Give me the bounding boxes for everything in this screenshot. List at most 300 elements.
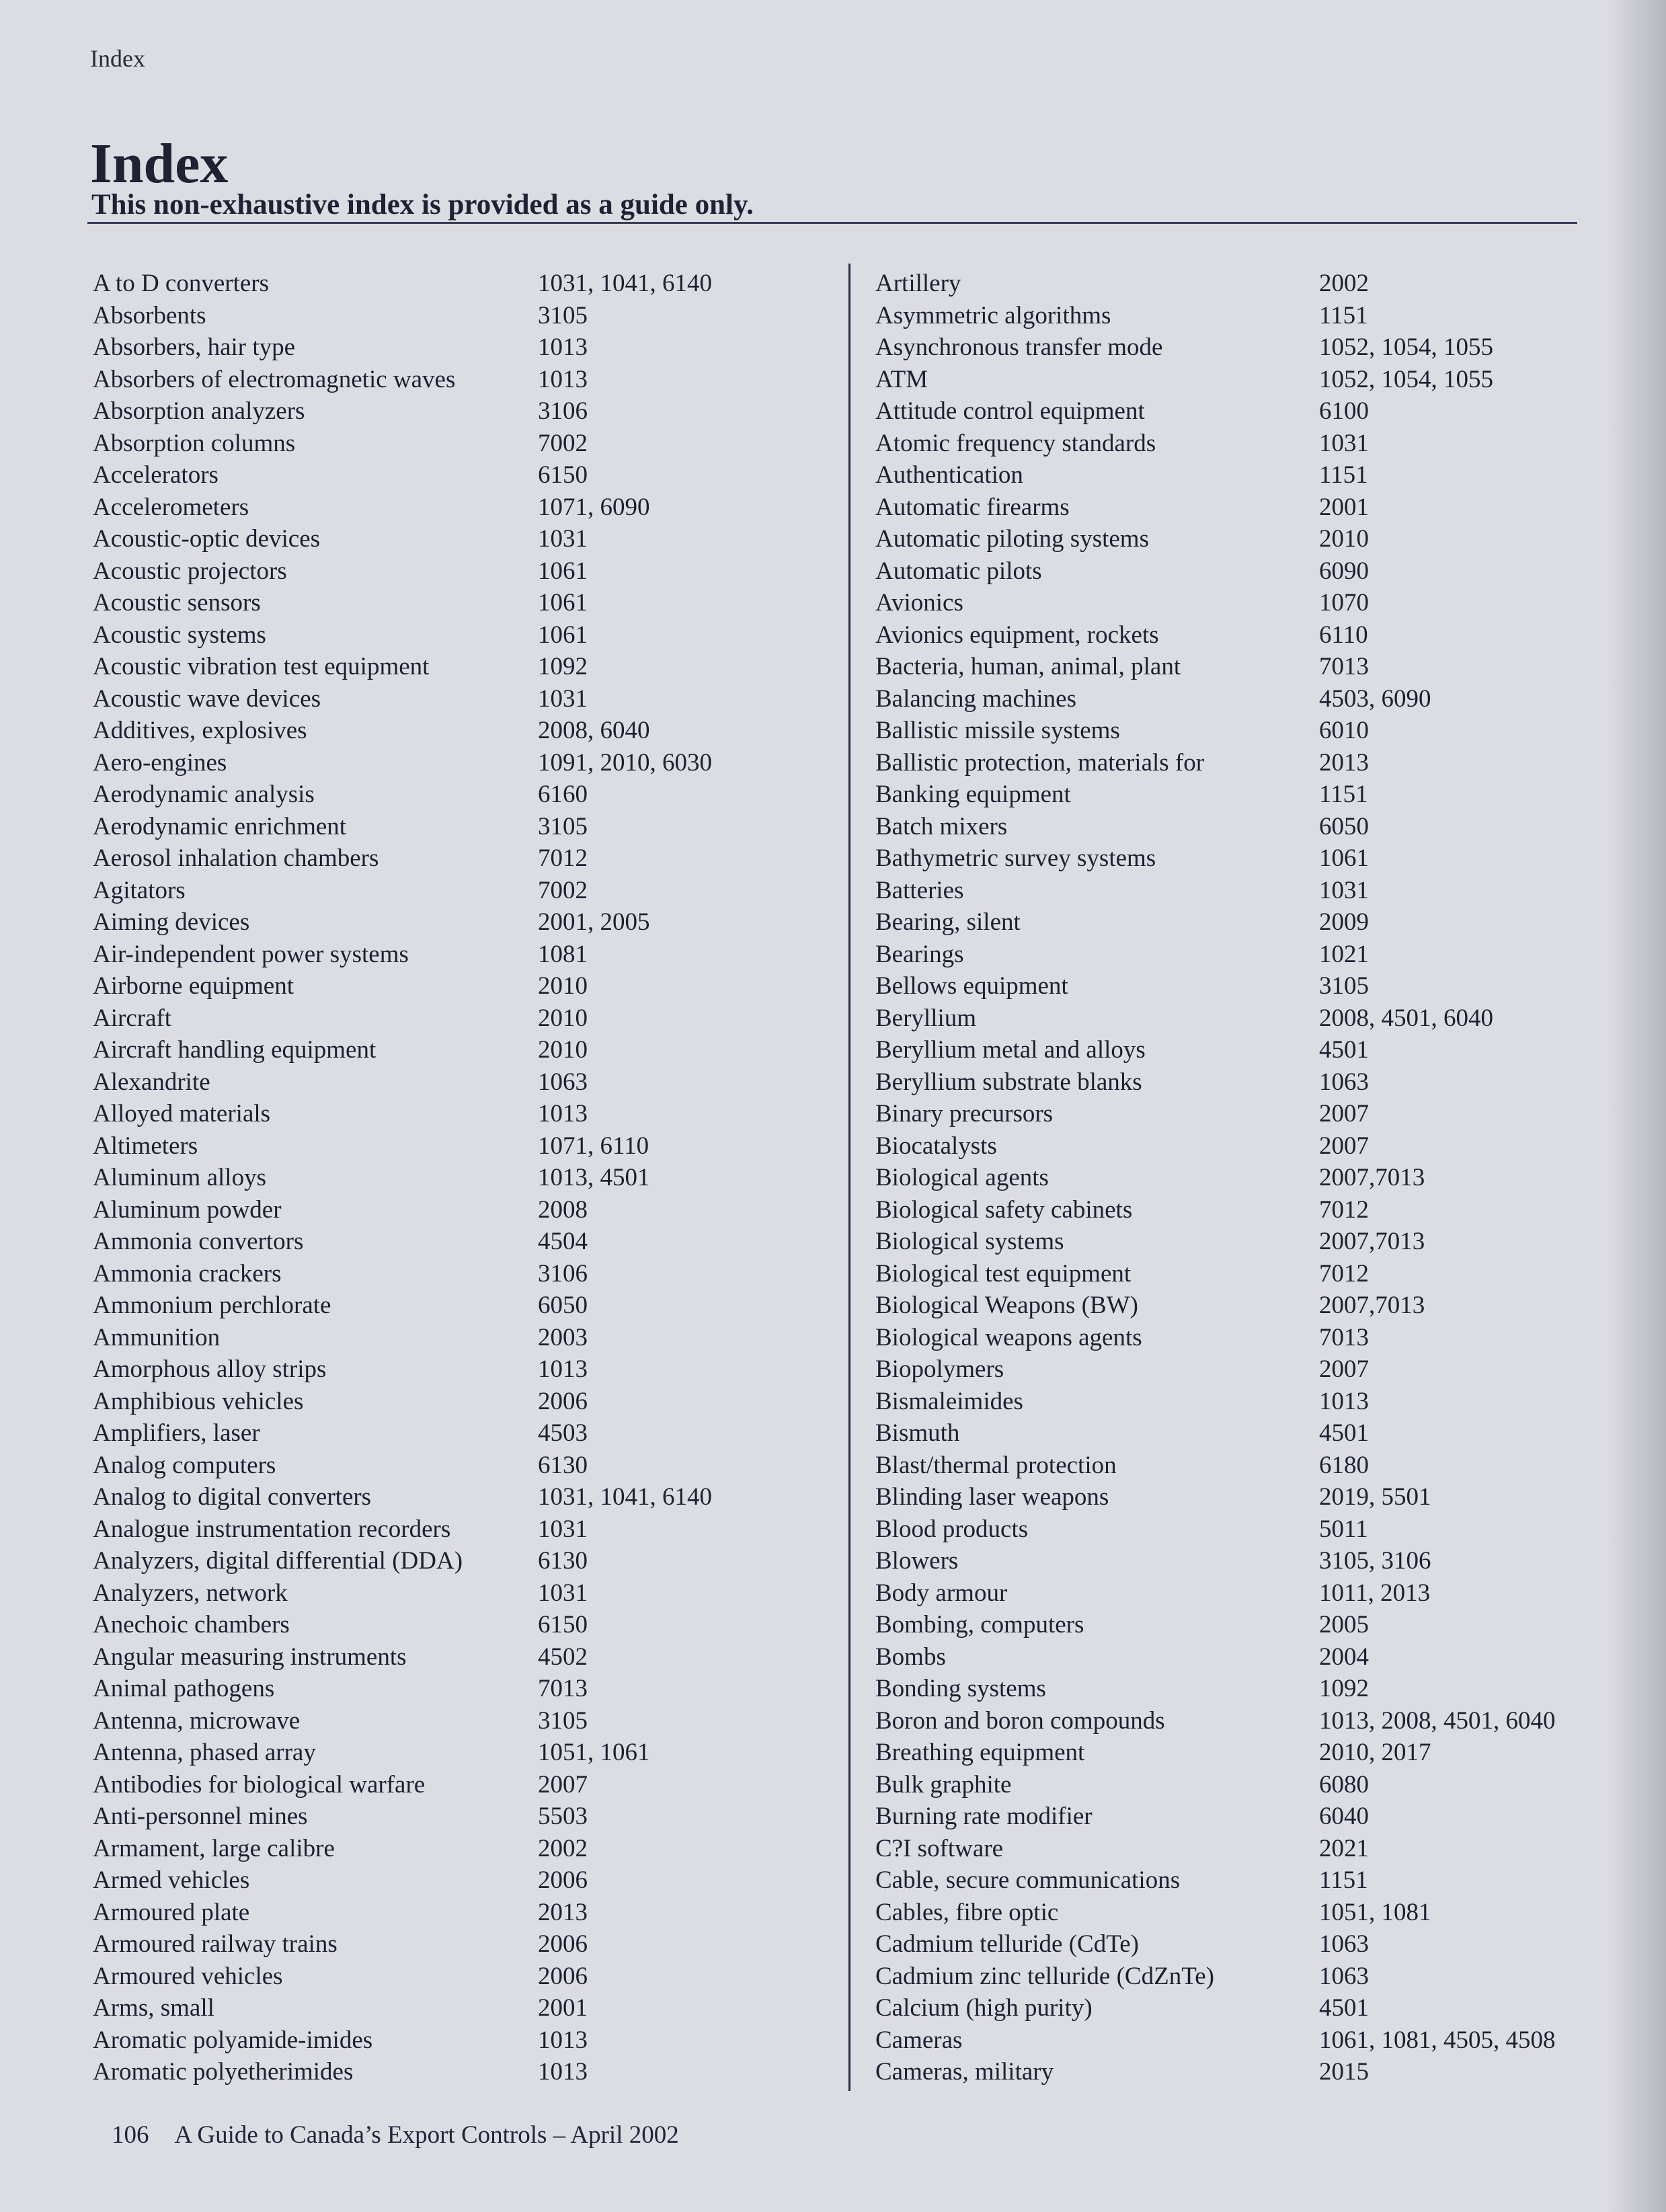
index-term: Boron and boron compounds [875,1706,1165,1735]
index-term: Arms, small [93,1994,214,2022]
index-entry [93,1928,799,1961]
running-head: Index [90,45,145,72]
index-term: Agitators [93,876,186,904]
index-entry [875,1577,1588,1610]
index-term: Analyzers, network [93,1579,288,1607]
index-term: Blast/thermal protection [875,1451,1117,1479]
index-refs: 1061 [1319,844,1369,872]
index-term: Breathing equipment [875,1739,1085,1766]
index-term: Bulk graphite [875,1770,1012,1799]
index-term: Absorbents [93,301,206,329]
index-entry [875,1641,1588,1673]
index-term: Ammunition [93,1323,221,1351]
index-entry [93,1864,799,1897]
index-term: Accelerators [93,461,219,489]
index-entry [93,459,799,491]
index-term: Ammonia convertors [93,1228,304,1255]
index-refs: 1031 [538,684,588,713]
index-entry [93,395,799,428]
index-term: Biocatalysts [875,1132,997,1160]
page-edge-shadow [1605,0,1666,2212]
index-refs: 4504 [538,1228,588,1255]
index-refs: 1013 [538,2058,588,2086]
index-entry [875,1417,1588,1450]
index-entry [875,1130,1588,1162]
index-refs: 7012 [1319,1195,1369,1224]
index-refs: 1063 [1319,1930,1369,1958]
index-entry [93,1353,799,1386]
index-term: Absorption analyzers [93,397,305,425]
index-refs: 1061, 1081, 4505, 4508 [1319,2026,1556,2054]
index-term: Antibodies for biological warfare [93,1770,426,1799]
index-refs: 1052, 1054, 1055 [1319,365,1493,393]
index-term: Alloyed materials [93,1100,271,1128]
index-refs: 1021 [1319,940,1369,968]
index-entry [93,1290,799,1322]
index-entry [93,1705,799,1737]
index-refs: 2004 [1319,1643,1369,1671]
index-entry [93,970,799,1002]
index-refs: 1070 [1319,589,1369,617]
index-term: Armament, large calibre [93,1834,335,1862]
index-entry [93,842,799,875]
index-term: Automatic piloting systems [875,525,1149,553]
index-refs: 4502 [538,1643,588,1671]
index-term: Beryllium metal and alloys [875,1036,1146,1064]
index-entry [875,1864,1588,1897]
index-refs: 5503 [538,1803,588,1830]
index-term: Blood products [875,1515,1029,1543]
index-refs: 2013 [538,1898,588,1926]
index-refs: 1063 [1319,1068,1369,1096]
index-refs: 6150 [538,461,588,489]
index-term: Bathymetric survey systems [875,844,1156,872]
index-entry [875,1258,1588,1290]
index-entry [93,1258,799,1290]
index-term: Aluminum alloys [93,1164,266,1191]
title-rule [87,222,1577,224]
index-term: Acoustic systems [93,621,266,649]
index-refs: 2007,7013 [1319,1292,1425,1319]
index-entry [93,1450,799,1482]
index-entry [875,1098,1588,1130]
index-entry [93,715,799,747]
index-refs: 1063 [538,1068,588,1096]
index-entry [875,428,1588,460]
index-term: Atomic frequency standards [875,429,1156,457]
index-entry [875,1194,1588,1226]
index-term: Analog computers [93,1451,276,1479]
index-term: Accelerometers [93,493,249,521]
index-refs: 1051, 1061 [538,1739,650,1766]
index-column-right [875,268,1588,2088]
index-entry [875,268,1588,300]
index-entry [875,1290,1588,1322]
column-divider [848,264,850,2091]
index-term: Analog to digital converters [93,1483,372,1511]
index-refs: 3106 [538,1259,588,1288]
index-entry [93,364,799,396]
index-entry [875,1737,1588,1769]
index-term: Cables, fibre optic [875,1898,1059,1926]
index-term: Anti-personnel mines [93,1803,308,1830]
index-term: Cadmium telluride (CdTe) [875,1930,1139,1958]
index-term: Bismuth [875,1419,960,1447]
index-refs: 1013, 4501 [538,1164,650,1191]
index-term: Absorbers, hair type [93,333,296,361]
index-term: Avionics [875,589,963,617]
index-refs: 2010 [538,1036,588,1064]
index-entry [93,331,799,364]
index-refs: 6090 [1319,557,1369,585]
index-entry [93,939,799,971]
index-term: Biological weapons agents [875,1323,1142,1351]
index-refs: 2013 [1319,748,1369,777]
index-term: Biological Weapons (BW) [875,1292,1138,1319]
index-refs: 1031 [1319,429,1369,457]
index-refs: 1092 [1319,1675,1369,1702]
index-refs: 7013 [1319,653,1369,680]
index-entry [93,1034,799,1066]
index-refs: 2007,7013 [1319,1228,1425,1255]
index-entry [93,1673,799,1705]
index-term: Avionics equipment, rockets [875,621,1159,649]
index-entry [875,875,1588,907]
index-refs: 1013 [1319,1387,1369,1415]
index-term: Antenna, phased array [93,1739,316,1766]
index-refs: 3105, 3106 [1319,1547,1431,1575]
index-entry [875,1545,1588,1577]
index-refs: 1151 [1319,1866,1368,1894]
index-term: Absorption columns [93,429,296,457]
index-entry [93,523,799,555]
index-term: Biological test equipment [875,1259,1132,1288]
index-refs: 2021 [1319,1834,1369,1862]
index-term: Bacteria, human, animal, plant [875,653,1181,680]
index-refs: 1061 [538,621,588,649]
index-term: Aerosol inhalation chambers [93,844,379,872]
index-term: Angular measuring instruments [93,1643,407,1671]
index-refs: 2019, 5501 [1319,1483,1431,1511]
index-term: Biological systems [875,1228,1064,1255]
index-entry [93,2056,799,2088]
index-term: Ballistic protection, materials for [875,748,1205,777]
index-refs: 2010 [538,972,588,1000]
index-entry [93,1226,799,1258]
index-refs: 1013 [538,2026,588,2054]
index-term: Biological agents [875,1164,1049,1191]
index-entry [93,1992,799,2024]
index-refs: 2007 [538,1770,588,1799]
index-refs: 3105 [538,812,588,840]
index-refs: 6130 [538,1451,588,1479]
index-term: Calcium (high purity) [875,1994,1093,2022]
index-term: Altimeters [93,1132,198,1160]
index-refs: 1071, 6110 [538,1132,649,1160]
index-term: Ammonia crackers [93,1259,282,1288]
index-entry [875,2056,1588,2088]
index-term: Additives, explosives [93,717,307,744]
index-term: Airborne equipment [93,972,294,1000]
index-entry [875,300,1588,332]
index-refs: 2005 [1319,1611,1369,1638]
index-entry [93,555,799,588]
index-term: Acoustic wave devices [93,684,321,713]
publication-title: A Guide to Canada’s Export Controls – April 2002 [174,2121,679,2149]
index-refs: 1092 [538,653,588,680]
index-entry [93,651,799,683]
index-term: Amplifiers, laser [93,1419,260,1447]
index-term: Ammonium perchlorate [93,1292,331,1319]
index-term: Aero-engines [93,748,227,777]
index-refs: 2015 [1319,2058,1369,2086]
index-refs: 1031 [1319,876,1369,904]
index-entry [875,1673,1588,1705]
index-refs: 2006 [538,1387,588,1415]
index-term: Bellows equipment [875,972,1068,1000]
index-term: C?I software [875,1834,1004,1862]
index-entry [875,747,1588,779]
index-refs: 2002 [1319,270,1369,297]
index-entry [93,1322,799,1354]
index-entry [875,683,1588,715]
index-term: Aromatic polyetherimides [93,2058,354,2086]
index-entry [93,811,799,843]
index-entry [875,1928,1588,1961]
index-refs: 2010 [538,1004,588,1032]
index-entry [93,587,799,619]
index-term: Automatic pilots [875,557,1042,585]
index-term: Blinding laser weapons [875,1483,1109,1511]
index-refs: 1061 [538,557,588,585]
index-entry [875,1481,1588,1513]
index-entry [93,1130,799,1162]
index-term: Air-independent power systems [93,940,409,968]
index-term: Blowers [875,1547,959,1575]
index-refs: 4501 [1319,1036,1369,1064]
index-term: ATM [875,365,928,393]
index-refs: 2007,7013 [1319,1164,1425,1191]
index-entry [875,395,1588,428]
index-refs: 7002 [538,876,588,904]
index-term: Cameras [875,2026,963,2054]
index-entry [875,1992,1588,2024]
index-refs: 6110 [1319,621,1368,649]
index-term: Aluminum powder [93,1195,282,1224]
index-refs: 2006 [538,1962,588,1990]
index-term: Biological safety cabinets [875,1195,1133,1224]
index-entry [875,331,1588,364]
index-refs: 2010 [1319,525,1369,553]
index-term: Alexandrite [93,1068,210,1096]
index-entry [875,1833,1588,1865]
index-refs: 1071, 6090 [538,493,650,521]
index-entry [875,906,1588,939]
index-term: Armed vehicles [93,1866,250,1894]
index-refs: 2008 [538,1195,588,1224]
index-term: Asynchronous transfer mode [875,333,1163,361]
index-entry [93,1545,799,1577]
index-term: Bismaleimides [875,1387,1023,1415]
index-term: Aircraft [93,1004,172,1032]
index-term: Aromatic polyamide-imides [93,2026,373,2054]
index-entry [93,683,799,715]
index-term: Acoustic-optic devices [93,525,321,553]
index-refs: 2007 [1319,1132,1369,1160]
index-term: Beryllium substrate blanks [875,1068,1142,1096]
index-entry [93,1098,799,1130]
index-refs: 6010 [1319,717,1369,744]
index-term: Animal pathogens [93,1675,275,1702]
index-refs: 1031 [538,1579,588,1607]
index-refs: 2001 [1319,493,1369,521]
index-refs: 6040 [1319,1803,1369,1830]
index-term: Cable, secure communications [875,1866,1181,1894]
index-refs: 6150 [538,1611,588,1638]
index-refs: 2002 [538,1834,588,1862]
index-entry [875,555,1588,588]
index-term: Acoustic projectors [93,557,287,585]
index-term: Automatic firearms [875,493,1070,521]
index-term: Bonding systems [875,1675,1046,1702]
index-entry [875,1705,1588,1737]
index-refs: 3105 [1319,972,1369,1000]
index-term: Authentication [875,461,1023,489]
index-term: Armoured plate [93,1898,250,1926]
index-refs: 7012 [538,844,588,872]
page-subtitle: This non-exhaustive index is provided as a guide only. [91,189,754,221]
index-term: Ballistic missile systems [875,717,1120,744]
index-entry [875,1769,1588,1801]
index-entry [93,906,799,939]
index-refs: 1013 [538,1355,588,1383]
page-footer [112,2121,679,2149]
index-entry [93,1897,799,1929]
index-refs: 1151 [1319,461,1368,489]
index-refs: 3105 [538,1706,588,1735]
index-entry [93,1066,799,1099]
index-term: Binary precursors [875,1100,1054,1128]
index-entry [875,842,1588,875]
index-refs: 1013, 2008, 4501, 6040 [1319,1706,1556,1735]
index-refs: 6050 [1319,812,1369,840]
index-refs: 1061 [538,589,588,617]
index-refs: 2003 [538,1323,588,1351]
index-refs: 1013 [538,333,588,361]
index-refs: 2006 [538,1930,588,1958]
index-entry [875,1450,1588,1482]
index-entry [93,1513,799,1546]
index-term: Bombing, computers [875,1611,1084,1638]
index-entry [93,747,799,779]
index-refs: 7013 [1319,1323,1369,1351]
index-refs: 2007 [1319,1100,1369,1128]
index-entry [875,1386,1588,1418]
index-term: Batteries [875,876,964,904]
index-entry [93,1194,799,1226]
index-entry [93,1481,799,1513]
index-refs: 3106 [538,397,588,425]
index-term: Aiming devices [93,908,250,936]
index-term: Balancing machines [875,684,1076,713]
index-entry [875,1162,1588,1194]
index-entry [875,715,1588,747]
index-term: Cameras, military [875,2058,1054,2086]
index-entry [93,1641,799,1673]
index-term: Aerodynamic analysis [93,781,315,808]
index-entry [93,619,799,651]
index-entry [875,779,1588,811]
index-refs: 4501 [1319,1419,1369,1447]
index-refs: 1031 [538,1515,588,1543]
index-entry [875,1609,1588,1641]
index-refs: 1031, 1041, 6140 [538,1483,712,1511]
index-term: Bearings [875,940,964,968]
index-entry [93,1801,799,1833]
index-entry [875,587,1588,619]
index-refs: 2009 [1319,908,1369,936]
index-refs: 6080 [1319,1770,1369,1799]
index-entry [93,1002,799,1035]
index-term: Bombs [875,1643,946,1671]
index-entry [875,811,1588,843]
index-refs: 6130 [538,1547,588,1575]
index-entry [93,1833,799,1865]
index-entry [875,1961,1588,1993]
index-refs: 2008, 4501, 6040 [1319,1004,1493,1032]
index-term: Artillery [875,270,961,297]
index-refs: 1151 [1319,301,1368,329]
index-refs: 2001, 2005 [538,908,650,936]
index-entry [93,1961,799,1993]
index-term: Amorphous alloy strips [93,1355,327,1383]
index-entry [93,1386,799,1418]
index-entry [875,1034,1588,1066]
page-number: 106 [112,2121,149,2149]
index-term: Armoured vehicles [93,1962,283,1990]
index-refs: 2007 [1319,1355,1369,1383]
index-refs: 7013 [538,1675,588,1702]
index-term: Asymmetric algorithms [875,301,1111,329]
index-entry [93,2024,799,2057]
index-refs: 2006 [538,1866,588,1894]
index-entry [93,1417,799,1450]
index-term: Armoured railway trains [93,1930,338,1958]
index-refs: 3105 [538,301,588,329]
index-refs: 2008, 6040 [538,717,650,744]
index-term: Absorbers of electromagnetic waves [93,365,456,393]
index-term: Amphibious vehicles [93,1387,304,1415]
index-refs: 4501 [1319,1994,1369,2022]
index-term: A to D converters [93,270,270,297]
index-entry [93,1162,799,1194]
index-entry [875,1513,1588,1546]
index-entry [875,1353,1588,1386]
index-refs: 1013 [538,365,588,393]
index-refs: 7012 [1319,1259,1369,1288]
index-entry [875,1322,1588,1354]
index-term: Cadmium zinc telluride (CdZnTe) [875,1962,1214,1990]
index-term: Aerodynamic enrichment [93,812,347,840]
index-refs: 1063 [1319,1962,1369,1990]
index-refs: 6100 [1319,397,1369,425]
index-refs: 6160 [538,781,588,808]
index-entry [93,428,799,460]
index-entry [875,619,1588,651]
index-refs: 6180 [1319,1451,1369,1479]
index-term: Analogue instrumentation recorders [93,1515,451,1543]
index-entry [93,1577,799,1610]
